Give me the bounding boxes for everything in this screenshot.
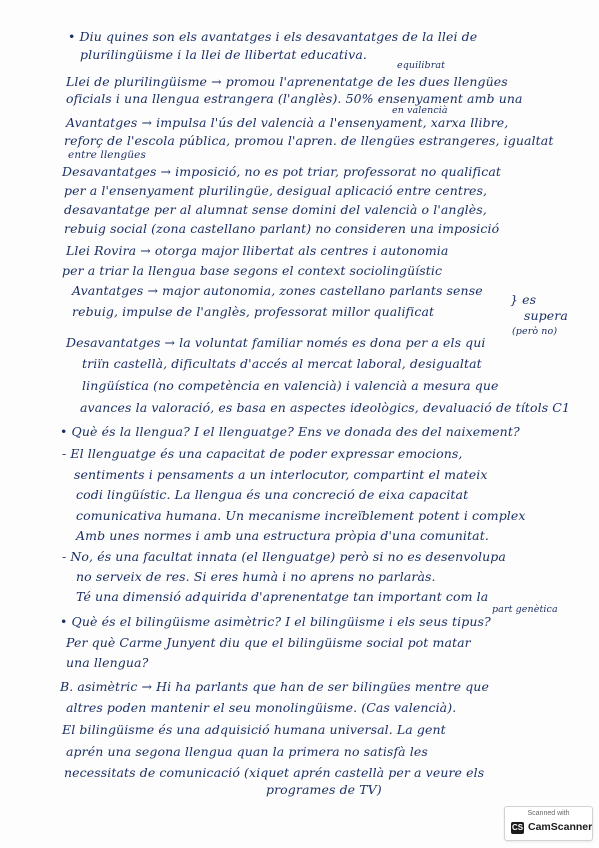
note-line: Avantatges → impulsa l'ús del valencià a l'ensenyament, xarxa llibre, [66, 115, 509, 130]
note-line: } es [510, 292, 537, 307]
note-line: El bilingüisme és una adquisició humana universal. La gent [62, 722, 446, 737]
note-line: • Què és el bilingüisme asimètric? I el bilingüisme i els seus tipus? [60, 614, 491, 629]
camscanner-logo-icon: CS [511, 823, 524, 832]
note-line: triïn castellà, dificultats d'accés al mercat laboral, desigualtat [82, 356, 482, 371]
scanned-with-label: Scanned with [527, 810, 570, 817]
note-line: reforç de l'escola pública, promou l'apren. de llengües estrangeres, igualtat [64, 133, 554, 148]
note-line: B. asimètric → Hi ha parlants que han de ser bilingües mentre que [60, 679, 489, 694]
note-line: codi lingüístic. La llengua és una concreció de eixa capacitat [76, 487, 469, 502]
camscanner-name: CamScanner [528, 821, 593, 833]
note-line: Té una dimensió adquirida d'aprenentatge tan important com la [76, 589, 489, 604]
note-line: sentiments i pensaments a un interlocutor, compartint el mateix [74, 467, 488, 482]
note-line: • Què és la llengua? I el llenguatge? Ens ve donada des del naixement? [60, 424, 520, 439]
note-line: lingüística (no competència en valencià) i valencià a mesura que [82, 378, 499, 393]
note-line: equilibrat [397, 60, 446, 71]
note-line: comunicativa humana. Un mecanisme increïblement potent i complex [76, 508, 526, 523]
note-line: Per què Carme Junyent diu que el bilingüisme social pot matar [66, 635, 471, 650]
note-line: desavantatge per al alumnat sense domini del valencià o l'anglès, [64, 202, 487, 217]
note-line: altres poden mantenir el seu monolingüisme. (Cas valencià). [66, 700, 457, 715]
note-line: Llei Rovira → otorga major llibertat als centres i autonomia [66, 243, 449, 258]
note-line: avances la valoració, es basa en aspectes ideològics, devaluació de títols C1 [80, 400, 571, 415]
note-line: Desavantatges → la voluntat familiar només es dona per a els qui [66, 335, 486, 350]
note-line: supera [524, 308, 568, 323]
note-line: • Diu quines son els avantatges i els desavantatges de la llei de [68, 29, 478, 44]
note-line: - El llenguatge és una capacitat de poder expressar emocions, [62, 446, 463, 461]
note-line: oficials i una llengua estrangera (l'anglès). 50% ensenyament amb una [66, 91, 523, 106]
note-line: Desavantatges → imposició, no es pot triar, professorat no qualificat [62, 164, 502, 179]
note-line: no serveix de res. Si eres humà i no aprens no parlaràs. [76, 569, 436, 584]
note-line: programes de TV) [266, 782, 382, 797]
note-line: per a l'ensenyament plurilingüe, desigual aplicació entre centres, [64, 183, 488, 198]
note-line: - No, és una facultat innata (el llenguatge) però si no es desenvolupa [62, 549, 506, 564]
camscanner-watermark [504, 806, 593, 841]
note-line: plurilingüisme i la llei de llibertat educativa. [80, 47, 367, 62]
note-line: per a triar la llengua base segons el context sociolingüístic [62, 263, 443, 278]
note-line: rebuig, impulse de l'anglès, professorat millor qualificat [72, 304, 435, 319]
note-line: rebuig social (zona castellano parlant) no consideren una imposició [64, 221, 500, 236]
note-line: en valencià [392, 105, 448, 116]
note-line: una llengua? [66, 655, 149, 670]
note-line: aprén una segona llengua quan la primera no satisfà les [66, 744, 428, 759]
note-line: (però no) [512, 326, 558, 337]
note-line: Amb unes normes i amb una estructura pròpia d'una comunitat. [76, 528, 489, 543]
note-line: entre llengües [68, 149, 146, 161]
note-line: Avantatges → major autonomia, zones castellano parlants sense [72, 283, 483, 298]
note-line: part genètica [492, 604, 558, 615]
note-line: Llei de plurilingüisme → promou l'aprenentatge de les dues llengües [66, 74, 508, 89]
note-line: necessitats de comunicació (xiquet aprén castellà per a veure els [64, 765, 485, 780]
